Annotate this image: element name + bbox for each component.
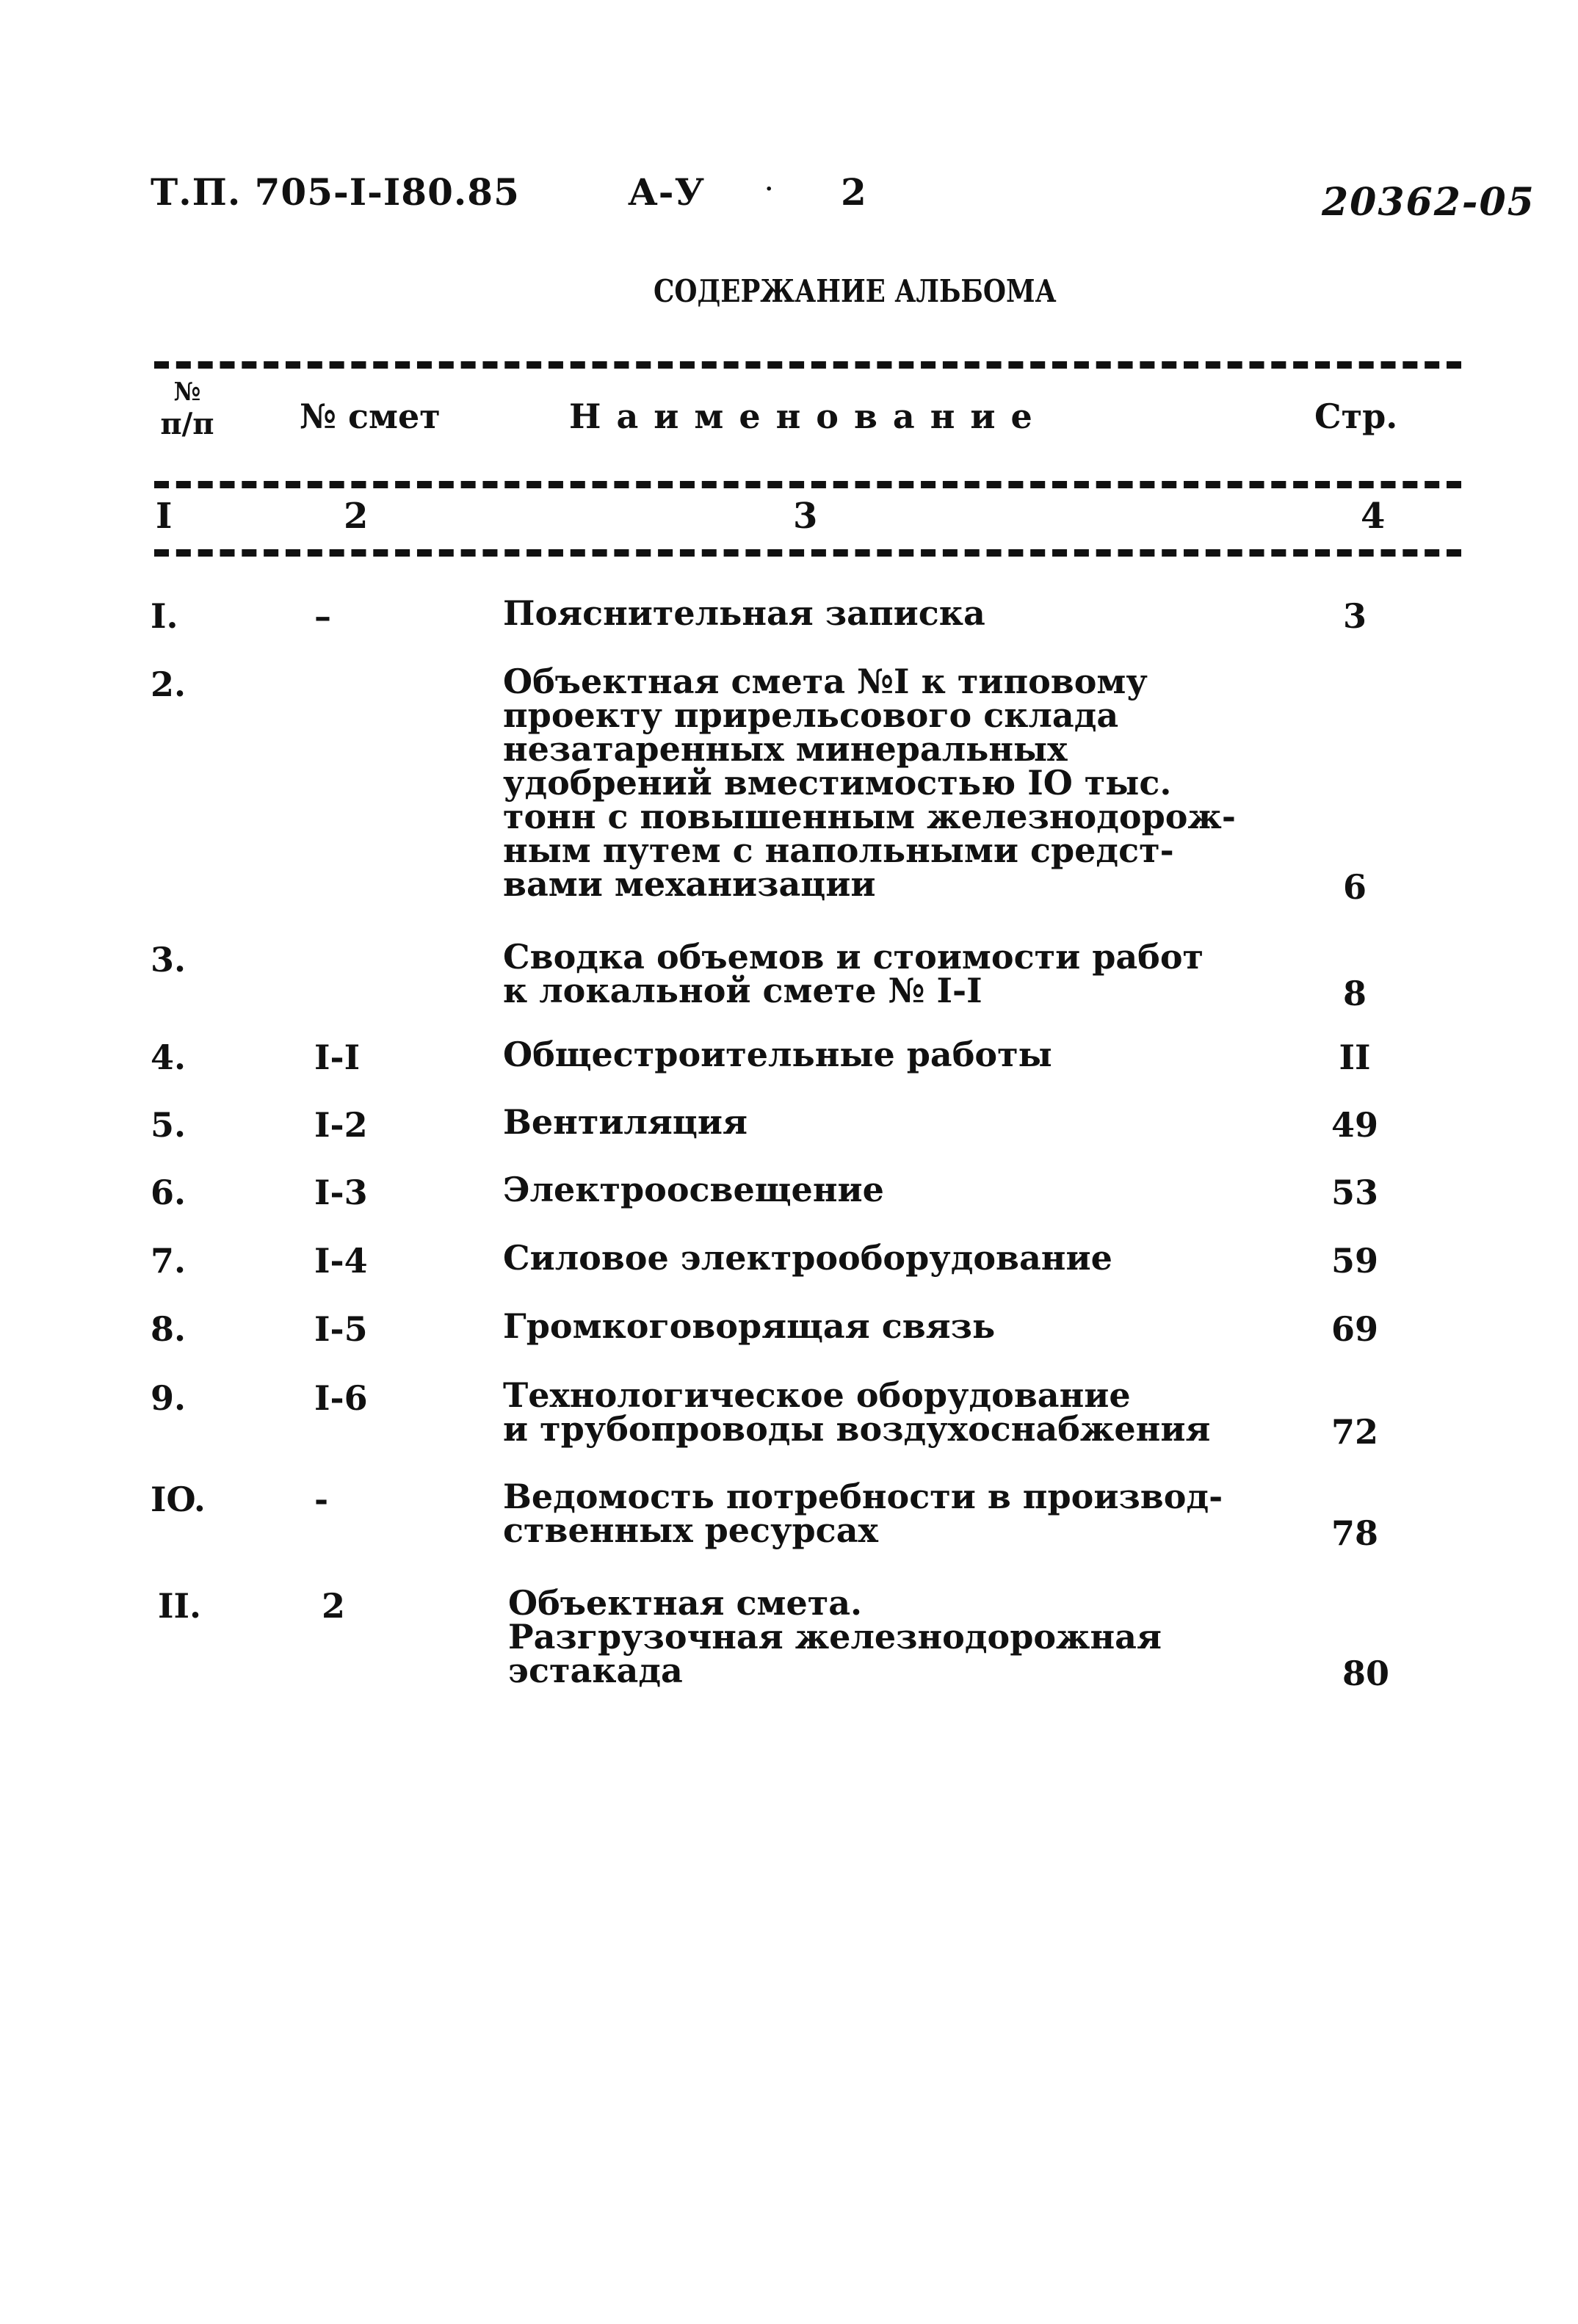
row-number: 6.: [151, 1173, 187, 1212]
column-number-4: 4: [1361, 496, 1386, 537]
column-header-page: Стр.: [1314, 397, 1398, 436]
row-name-line: Вентиляция: [503, 1102, 748, 1142]
row-name-line: вами механизации: [503, 864, 876, 904]
row-name: [503, 1170, 1237, 1209]
row-page: 72: [1331, 1412, 1378, 1452]
row-name: [503, 1035, 1237, 1074]
number-sign: №: [173, 377, 201, 407]
row-name-line: Ведомость потребности в производ-: [503, 1477, 1223, 1516]
row-name-line: Пояснительная записка: [503, 593, 985, 633]
row-name-line: незатаренных минеральных: [503, 729, 1068, 769]
row-estimate: I-5: [314, 1309, 368, 1349]
row-name-line: Технологическое оборудование: [503, 1375, 1131, 1415]
row-name-line: Сводка объемов и стоимости работ: [503, 937, 1204, 977]
row-estimate: I-2: [314, 1105, 368, 1145]
row-name: [503, 1477, 1237, 1550]
row-name-line: и трубопроводы воздухоснабжения: [503, 1409, 1211, 1449]
row-number: II.: [158, 1586, 202, 1626]
column-header-estimate-number: № смет: [300, 397, 441, 436]
row-name-line: ственных ресурсах: [503, 1510, 878, 1550]
row-estimate: I-3: [314, 1173, 368, 1212]
column-number-1: I: [156, 496, 173, 537]
row-name-line: к локальной смете № I-I: [503, 971, 982, 1010]
row-name-line: Общестроительные работы: [503, 1035, 1052, 1074]
row-name-line: Разгрузочная железнодорожная: [508, 1617, 1162, 1657]
row-estimate: I-6: [314, 1378, 368, 1418]
album-designation: А-У: [628, 170, 706, 214]
row-name: [503, 937, 1237, 1010]
row-page: 69: [1331, 1309, 1378, 1349]
row-number: I.: [151, 596, 178, 636]
sheet-number: 2: [841, 170, 867, 214]
row-name-line: ным путем с напольными средст-: [503, 830, 1174, 870]
row-page: 53: [1331, 1173, 1378, 1212]
row-estimate: –: [314, 596, 331, 636]
row-page: 3: [1342, 596, 1367, 636]
row-estimate: -: [314, 1480, 329, 1519]
row-number: 3.: [151, 940, 187, 980]
row-name-line: проекту прирельсового склада: [503, 695, 1119, 735]
row-name: [503, 1375, 1237, 1449]
row-number: 2.: [151, 665, 187, 704]
dashed-divider: [154, 549, 1461, 557]
separator-dot: ·: [765, 176, 774, 202]
row-number: IO.: [151, 1480, 206, 1519]
row-page: II: [1339, 1038, 1371, 1077]
row-name-line: Электроосвещение: [503, 1170, 884, 1209]
row-page: 78: [1331, 1513, 1378, 1553]
row-name-line: Силовое электрооборудование: [503, 1238, 1112, 1278]
handwritten-registration-number: 20362-05: [1322, 180, 1535, 225]
row-name: [503, 1306, 1237, 1346]
row-number: 5.: [151, 1105, 187, 1145]
dashed-divider: [154, 361, 1461, 369]
column-header-name: Наименование: [569, 397, 1048, 436]
row-name: [503, 662, 1237, 904]
dashed-divider: [154, 481, 1461, 488]
column-header-item-number: [154, 376, 220, 441]
row-name: [508, 1583, 1242, 1690]
column-header-item-number-sub: п/п: [160, 407, 214, 441]
row-name-line: эстакада: [508, 1651, 683, 1690]
row-number: 9.: [151, 1378, 187, 1418]
row-number: 4.: [151, 1038, 187, 1077]
document-code: Т.П. 705-I-I80.85: [151, 170, 520, 214]
row-name: [503, 1102, 1237, 1142]
row-page: 59: [1331, 1241, 1378, 1281]
row-page: 8: [1342, 974, 1367, 1013]
row-name: [503, 1238, 1237, 1278]
row-name: [503, 593, 1237, 633]
row-number: 7.: [151, 1241, 187, 1281]
column-number-2: 2: [344, 496, 369, 537]
row-name-line: Объектная смета.: [508, 1583, 863, 1623]
page-title: СОДЕРЖАНИЕ АЛЬБОМА: [654, 273, 1057, 309]
column-number-3: 3: [793, 496, 818, 537]
row-estimate: I-I: [314, 1038, 361, 1077]
row-name-line: Объектная смета №I к типовому: [503, 662, 1148, 701]
row-name-line: Громкоговорящая связь: [503, 1306, 996, 1346]
row-estimate: I-4: [314, 1241, 368, 1281]
row-page: 6: [1342, 867, 1367, 907]
row-number: 8.: [151, 1309, 187, 1349]
row-page: 80: [1342, 1654, 1389, 1693]
row-page: 49: [1331, 1105, 1378, 1145]
row-name-line: удобрений вместимостью IO тыс.: [503, 763, 1172, 803]
row-estimate: 2: [322, 1586, 346, 1626]
row-name-line: тонн с повышенным железнодорож-: [503, 797, 1236, 836]
